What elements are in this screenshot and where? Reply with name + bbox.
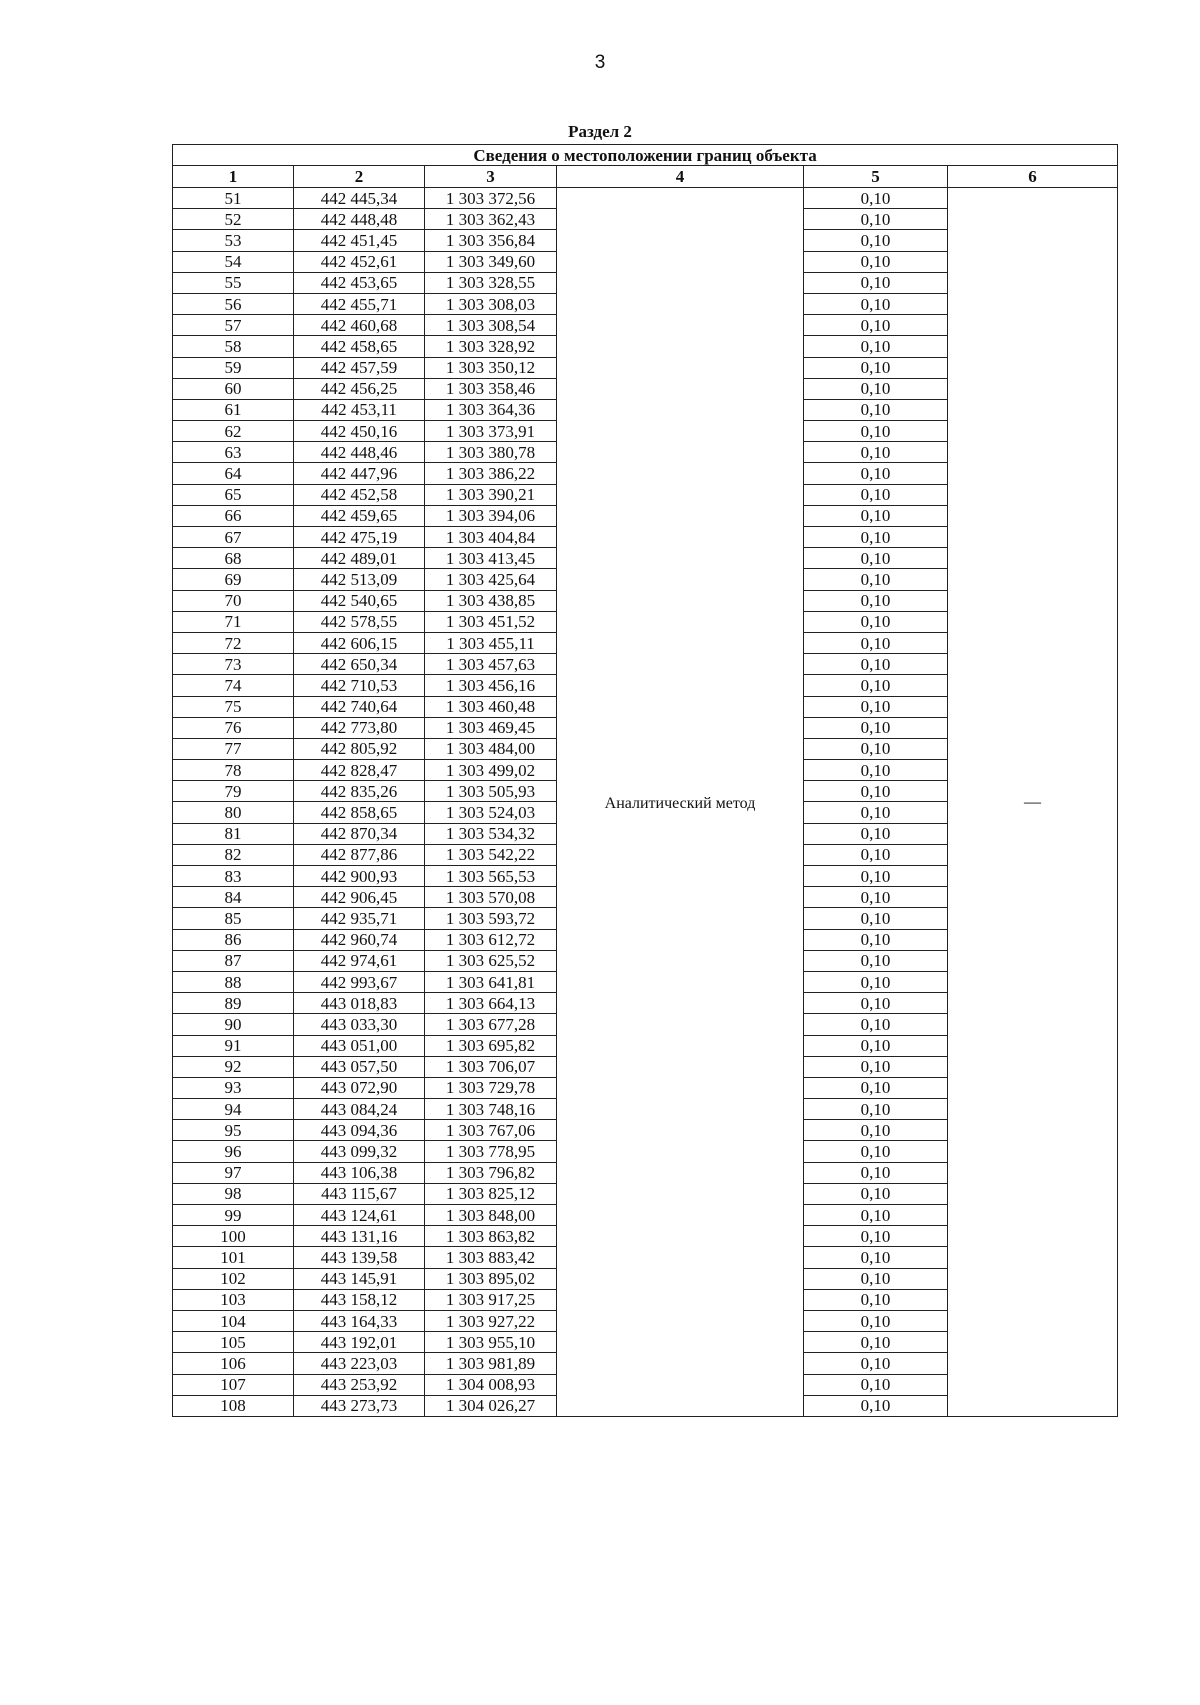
point-number-cell: 102 xyxy=(173,1268,294,1289)
accuracy-cell: 0,10 xyxy=(804,823,948,844)
point-number-cell: 83 xyxy=(173,866,294,887)
y-coordinate-cell: 1 303 328,55 xyxy=(425,272,557,293)
column-number-4: 4 xyxy=(557,166,804,188)
accuracy-cell: 0,10 xyxy=(804,760,948,781)
point-number-cell: 53 xyxy=(173,230,294,251)
x-coordinate-cell: 442 452,58 xyxy=(294,484,425,505)
y-coordinate-cell: 1 303 848,00 xyxy=(425,1205,557,1226)
y-coordinate-cell: 1 303 484,00 xyxy=(425,738,557,759)
y-coordinate-cell: 1 303 927,22 xyxy=(425,1310,557,1331)
accuracy-cell: 0,10 xyxy=(804,293,948,314)
accuracy-cell: 0,10 xyxy=(804,866,948,887)
accuracy-cell: 0,10 xyxy=(804,611,948,632)
boundary-table xyxy=(172,144,1118,1417)
accuracy-cell: 0,10 xyxy=(804,929,948,950)
y-coordinate-cell: 1 303 895,02 xyxy=(425,1268,557,1289)
point-number-cell: 101 xyxy=(173,1247,294,1268)
y-coordinate-cell: 1 303 456,16 xyxy=(425,675,557,696)
accuracy-cell: 0,10 xyxy=(804,1077,948,1098)
accuracy-cell: 0,10 xyxy=(804,1141,948,1162)
point-number-cell: 91 xyxy=(173,1035,294,1056)
point-number-cell: 56 xyxy=(173,293,294,314)
point-number-cell: 66 xyxy=(173,505,294,526)
point-number-cell: 62 xyxy=(173,421,294,442)
point-number-cell: 80 xyxy=(173,802,294,823)
point-number-cell: 59 xyxy=(173,357,294,378)
x-coordinate-cell: 443 273,73 xyxy=(294,1395,425,1416)
accuracy-cell: 0,10 xyxy=(804,738,948,759)
point-number-cell: 94 xyxy=(173,1099,294,1120)
y-coordinate-cell: 1 303 534,32 xyxy=(425,823,557,844)
column-number-5: 5 xyxy=(804,166,948,188)
y-coordinate-cell: 1 303 372,56 xyxy=(425,188,557,209)
accuracy-cell: 0,10 xyxy=(804,272,948,293)
point-number-cell: 92 xyxy=(173,1056,294,1077)
x-coordinate-cell: 442 453,65 xyxy=(294,272,425,293)
y-coordinate-cell: 1 303 373,91 xyxy=(425,421,557,442)
y-coordinate-cell: 1 303 664,13 xyxy=(425,993,557,1014)
x-coordinate-cell: 442 489,01 xyxy=(294,548,425,569)
accuracy-cell: 0,10 xyxy=(804,251,948,272)
x-coordinate-cell: 443 072,90 xyxy=(294,1077,425,1098)
x-coordinate-cell: 442 458,65 xyxy=(294,336,425,357)
y-coordinate-cell: 1 303 778,95 xyxy=(425,1141,557,1162)
accuracy-cell: 0,10 xyxy=(804,1226,948,1247)
y-coordinate-cell: 1 304 008,93 xyxy=(425,1374,557,1395)
point-number-cell: 74 xyxy=(173,675,294,696)
x-coordinate-cell: 442 513,09 xyxy=(294,569,425,590)
point-number-cell: 57 xyxy=(173,315,294,336)
accuracy-cell: 0,10 xyxy=(804,378,948,399)
accuracy-cell: 0,10 xyxy=(804,1056,948,1077)
x-coordinate-cell: 442 740,64 xyxy=(294,696,425,717)
point-number-cell: 90 xyxy=(173,1014,294,1035)
x-coordinate-cell: 442 452,61 xyxy=(294,251,425,272)
y-coordinate-cell: 1 303 394,06 xyxy=(425,505,557,526)
x-coordinate-cell: 442 828,47 xyxy=(294,760,425,781)
x-coordinate-cell: 442 540,65 xyxy=(294,590,425,611)
accuracy-cell: 0,10 xyxy=(804,357,948,378)
point-number-cell: 103 xyxy=(173,1289,294,1310)
accuracy-cell: 0,10 xyxy=(804,887,948,908)
x-coordinate-cell: 442 455,71 xyxy=(294,293,425,314)
accuracy-cell: 0,10 xyxy=(804,399,948,420)
accuracy-cell: 0,10 xyxy=(804,484,948,505)
accuracy-cell: 0,10 xyxy=(804,1247,948,1268)
x-coordinate-cell: 442 835,26 xyxy=(294,781,425,802)
y-coordinate-cell: 1 303 825,12 xyxy=(425,1183,557,1204)
accuracy-cell: 0,10 xyxy=(804,696,948,717)
column-number-row xyxy=(173,166,1118,188)
accuracy-cell: 0,10 xyxy=(804,590,948,611)
point-number-cell: 82 xyxy=(173,844,294,865)
point-number-cell: 64 xyxy=(173,463,294,484)
point-number-cell: 68 xyxy=(173,548,294,569)
page-number: 3 xyxy=(594,52,606,73)
accuracy-cell: 0,10 xyxy=(804,1310,948,1331)
point-number-cell: 51 xyxy=(173,188,294,209)
y-coordinate-cell: 1 303 524,03 xyxy=(425,802,557,823)
y-coordinate-cell: 1 303 883,42 xyxy=(425,1247,557,1268)
y-coordinate-cell: 1 303 981,89 xyxy=(425,1353,557,1374)
x-coordinate-cell: 442 460,68 xyxy=(294,315,425,336)
point-number-cell: 97 xyxy=(173,1162,294,1183)
x-coordinate-cell: 442 606,15 xyxy=(294,632,425,653)
y-coordinate-cell: 1 303 438,85 xyxy=(425,590,557,611)
accuracy-cell: 0,10 xyxy=(804,569,948,590)
accuracy-cell: 0,10 xyxy=(804,844,948,865)
accuracy-cell: 0,10 xyxy=(804,632,948,653)
point-number-cell: 105 xyxy=(173,1332,294,1353)
y-coordinate-cell: 1 303 425,64 xyxy=(425,569,557,590)
x-coordinate-cell: 443 192,01 xyxy=(294,1332,425,1353)
accuracy-cell: 0,10 xyxy=(804,421,948,442)
point-number-cell: 81 xyxy=(173,823,294,844)
accuracy-cell: 0,10 xyxy=(804,230,948,251)
y-coordinate-cell: 1 303 955,10 xyxy=(425,1332,557,1353)
table-caption: Сведения о местоположении границ объекта xyxy=(173,145,1118,166)
accuracy-cell: 0,10 xyxy=(804,1395,948,1416)
accuracy-cell: 0,10 xyxy=(804,188,948,209)
x-coordinate-cell: 443 164,33 xyxy=(294,1310,425,1331)
x-coordinate-cell: 442 459,65 xyxy=(294,505,425,526)
y-coordinate-cell: 1 303 625,52 xyxy=(425,950,557,971)
y-coordinate-cell: 1 303 364,36 xyxy=(425,399,557,420)
y-coordinate-cell: 1 303 349,60 xyxy=(425,251,557,272)
x-coordinate-cell: 443 106,38 xyxy=(294,1162,425,1183)
point-number-cell: 60 xyxy=(173,378,294,399)
x-coordinate-cell: 442 710,53 xyxy=(294,675,425,696)
accuracy-cell: 0,10 xyxy=(804,1014,948,1035)
accuracy-cell: 0,10 xyxy=(804,209,948,230)
x-coordinate-cell: 442 877,86 xyxy=(294,844,425,865)
point-number-cell: 88 xyxy=(173,971,294,992)
boundary-table-container xyxy=(172,144,1117,1417)
x-coordinate-cell: 442 453,11 xyxy=(294,399,425,420)
point-number-cell: 86 xyxy=(173,929,294,950)
accuracy-cell: 0,10 xyxy=(804,971,948,992)
accuracy-cell: 0,10 xyxy=(804,463,948,484)
x-coordinate-cell: 442 447,96 xyxy=(294,463,425,484)
point-number-cell: 108 xyxy=(173,1395,294,1416)
point-number-cell: 107 xyxy=(173,1374,294,1395)
point-number-cell: 55 xyxy=(173,272,294,293)
x-coordinate-cell: 442 900,93 xyxy=(294,866,425,887)
x-coordinate-cell: 443 131,16 xyxy=(294,1226,425,1247)
y-coordinate-cell: 1 303 641,81 xyxy=(425,971,557,992)
x-coordinate-cell: 442 451,45 xyxy=(294,230,425,251)
point-number-cell: 54 xyxy=(173,251,294,272)
y-coordinate-cell: 1 303 695,82 xyxy=(425,1035,557,1056)
x-coordinate-cell: 443 253,92 xyxy=(294,1374,425,1395)
point-number-cell: 52 xyxy=(173,209,294,230)
y-coordinate-cell: 1 303 308,03 xyxy=(425,293,557,314)
point-number-cell: 67 xyxy=(173,527,294,548)
y-coordinate-cell: 1 303 796,82 xyxy=(425,1162,557,1183)
point-number-cell: 77 xyxy=(173,738,294,759)
accuracy-cell: 0,10 xyxy=(804,1035,948,1056)
x-coordinate-cell: 442 858,65 xyxy=(294,802,425,823)
y-coordinate-cell: 1 303 457,63 xyxy=(425,654,557,675)
accuracy-cell: 0,10 xyxy=(804,717,948,738)
y-coordinate-cell: 1 303 677,28 xyxy=(425,1014,557,1035)
accuracy-cell: 0,10 xyxy=(804,442,948,463)
y-coordinate-cell: 1 303 593,72 xyxy=(425,908,557,929)
x-coordinate-cell: 442 456,25 xyxy=(294,378,425,399)
accuracy-cell: 0,10 xyxy=(804,1205,948,1226)
x-coordinate-cell: 442 448,48 xyxy=(294,209,425,230)
column-number-6: 6 xyxy=(948,166,1118,188)
y-coordinate-cell: 1 303 362,43 xyxy=(425,209,557,230)
y-coordinate-cell: 1 303 729,78 xyxy=(425,1077,557,1098)
x-coordinate-cell: 442 960,74 xyxy=(294,929,425,950)
y-coordinate-cell: 1 303 413,45 xyxy=(425,548,557,569)
point-number-cell: 79 xyxy=(173,781,294,802)
point-number-cell: 104 xyxy=(173,1310,294,1331)
table-row xyxy=(173,188,1118,209)
accuracy-cell: 0,10 xyxy=(804,802,948,823)
point-number-cell: 71 xyxy=(173,611,294,632)
y-coordinate-cell: 1 303 612,72 xyxy=(425,929,557,950)
y-coordinate-cell: 1 303 748,16 xyxy=(425,1099,557,1120)
point-number-cell: 89 xyxy=(173,993,294,1014)
point-number-cell: 70 xyxy=(173,590,294,611)
point-number-cell: 106 xyxy=(173,1353,294,1374)
accuracy-cell: 0,10 xyxy=(804,1332,948,1353)
accuracy-cell: 0,10 xyxy=(804,993,948,1014)
accuracy-cell: 0,10 xyxy=(804,1183,948,1204)
point-number-cell: 98 xyxy=(173,1183,294,1204)
table-body xyxy=(173,188,1118,1417)
y-coordinate-cell: 1 303 505,93 xyxy=(425,781,557,802)
accuracy-cell: 0,10 xyxy=(804,315,948,336)
y-coordinate-cell: 1 303 350,12 xyxy=(425,357,557,378)
y-coordinate-cell: 1 303 767,06 xyxy=(425,1120,557,1141)
y-coordinate-cell: 1 303 451,52 xyxy=(425,611,557,632)
point-number-cell: 85 xyxy=(173,908,294,929)
accuracy-cell: 0,10 xyxy=(804,1120,948,1141)
x-coordinate-cell: 443 158,12 xyxy=(294,1289,425,1310)
column-number-1: 1 xyxy=(173,166,294,188)
y-coordinate-cell: 1 303 542,22 xyxy=(425,844,557,865)
x-coordinate-cell: 443 139,58 xyxy=(294,1247,425,1268)
accuracy-cell: 0,10 xyxy=(804,781,948,802)
y-coordinate-cell: 1 303 565,53 xyxy=(425,866,557,887)
point-number-cell: 100 xyxy=(173,1226,294,1247)
y-coordinate-cell: 1 303 404,84 xyxy=(425,527,557,548)
x-coordinate-cell: 443 084,24 xyxy=(294,1099,425,1120)
point-number-cell: 78 xyxy=(173,760,294,781)
accuracy-cell: 0,10 xyxy=(804,505,948,526)
accuracy-cell: 0,10 xyxy=(804,527,948,548)
section-title: Раздел 2 xyxy=(568,122,632,141)
point-number-cell: 95 xyxy=(173,1120,294,1141)
x-coordinate-cell: 443 057,50 xyxy=(294,1056,425,1077)
y-coordinate-cell: 1 303 380,78 xyxy=(425,442,557,463)
point-number-cell: 93 xyxy=(173,1077,294,1098)
x-coordinate-cell: 442 870,34 xyxy=(294,823,425,844)
x-coordinate-cell: 442 974,61 xyxy=(294,950,425,971)
point-number-cell: 61 xyxy=(173,399,294,420)
accuracy-cell: 0,10 xyxy=(804,1289,948,1310)
y-coordinate-cell: 1 303 469,45 xyxy=(425,717,557,738)
x-coordinate-cell: 443 223,03 xyxy=(294,1353,425,1374)
x-coordinate-cell: 442 805,92 xyxy=(294,738,425,759)
point-number-cell: 76 xyxy=(173,717,294,738)
x-coordinate-cell: 443 018,83 xyxy=(294,993,425,1014)
point-number-cell: 65 xyxy=(173,484,294,505)
y-coordinate-cell: 1 303 390,21 xyxy=(425,484,557,505)
point-number-cell: 72 xyxy=(173,632,294,653)
y-coordinate-cell: 1 303 328,92 xyxy=(425,336,557,357)
y-coordinate-cell: 1 303 706,07 xyxy=(425,1056,557,1077)
x-coordinate-cell: 442 993,67 xyxy=(294,971,425,992)
accuracy-cell: 0,10 xyxy=(804,654,948,675)
point-number-cell: 58 xyxy=(173,336,294,357)
column-number-2: 2 xyxy=(294,166,425,188)
point-number-cell: 73 xyxy=(173,654,294,675)
x-coordinate-cell: 442 457,59 xyxy=(294,357,425,378)
x-coordinate-cell: 443 099,32 xyxy=(294,1141,425,1162)
y-coordinate-cell: 1 303 358,46 xyxy=(425,378,557,399)
note-cell: — xyxy=(948,188,1118,1417)
accuracy-cell: 0,10 xyxy=(804,1099,948,1120)
accuracy-cell: 0,10 xyxy=(804,336,948,357)
x-coordinate-cell: 442 578,55 xyxy=(294,611,425,632)
point-number-cell: 84 xyxy=(173,887,294,908)
accuracy-cell: 0,10 xyxy=(804,675,948,696)
accuracy-cell: 0,10 xyxy=(804,1374,948,1395)
x-coordinate-cell: 442 650,34 xyxy=(294,654,425,675)
x-coordinate-cell: 443 124,61 xyxy=(294,1205,425,1226)
accuracy-cell: 0,10 xyxy=(804,1268,948,1289)
x-coordinate-cell: 443 051,00 xyxy=(294,1035,425,1056)
accuracy-cell: 0,10 xyxy=(804,1162,948,1183)
column-number-3: 3 xyxy=(425,166,557,188)
method-cell: Аналитический метод xyxy=(557,188,804,1417)
y-coordinate-cell: 1 303 308,54 xyxy=(425,315,557,336)
accuracy-cell: 0,10 xyxy=(804,1353,948,1374)
point-number-cell: 96 xyxy=(173,1141,294,1162)
x-coordinate-cell: 443 145,91 xyxy=(294,1268,425,1289)
x-coordinate-cell: 442 445,34 xyxy=(294,188,425,209)
accuracy-cell: 0,10 xyxy=(804,548,948,569)
y-coordinate-cell: 1 303 356,84 xyxy=(425,230,557,251)
y-coordinate-cell: 1 303 499,02 xyxy=(425,760,557,781)
point-number-cell: 99 xyxy=(173,1205,294,1226)
accuracy-cell: 0,10 xyxy=(804,950,948,971)
x-coordinate-cell: 442 475,19 xyxy=(294,527,425,548)
x-coordinate-cell: 442 773,80 xyxy=(294,717,425,738)
y-coordinate-cell: 1 303 460,48 xyxy=(425,696,557,717)
y-coordinate-cell: 1 303 570,08 xyxy=(425,887,557,908)
x-coordinate-cell: 442 450,16 xyxy=(294,421,425,442)
point-number-cell: 69 xyxy=(173,569,294,590)
x-coordinate-cell: 443 115,67 xyxy=(294,1183,425,1204)
y-coordinate-cell: 1 303 863,82 xyxy=(425,1226,557,1247)
x-coordinate-cell: 443 094,36 xyxy=(294,1120,425,1141)
point-number-cell: 63 xyxy=(173,442,294,463)
y-coordinate-cell: 1 303 455,11 xyxy=(425,632,557,653)
y-coordinate-cell: 1 303 386,22 xyxy=(425,463,557,484)
point-number-cell: 75 xyxy=(173,696,294,717)
x-coordinate-cell: 442 906,45 xyxy=(294,887,425,908)
x-coordinate-cell: 443 033,30 xyxy=(294,1014,425,1035)
x-coordinate-cell: 442 448,46 xyxy=(294,442,425,463)
x-coordinate-cell: 442 935,71 xyxy=(294,908,425,929)
accuracy-cell: 0,10 xyxy=(804,908,948,929)
y-coordinate-cell: 1 304 026,27 xyxy=(425,1395,557,1416)
point-number-cell: 87 xyxy=(173,950,294,971)
y-coordinate-cell: 1 303 917,25 xyxy=(425,1289,557,1310)
